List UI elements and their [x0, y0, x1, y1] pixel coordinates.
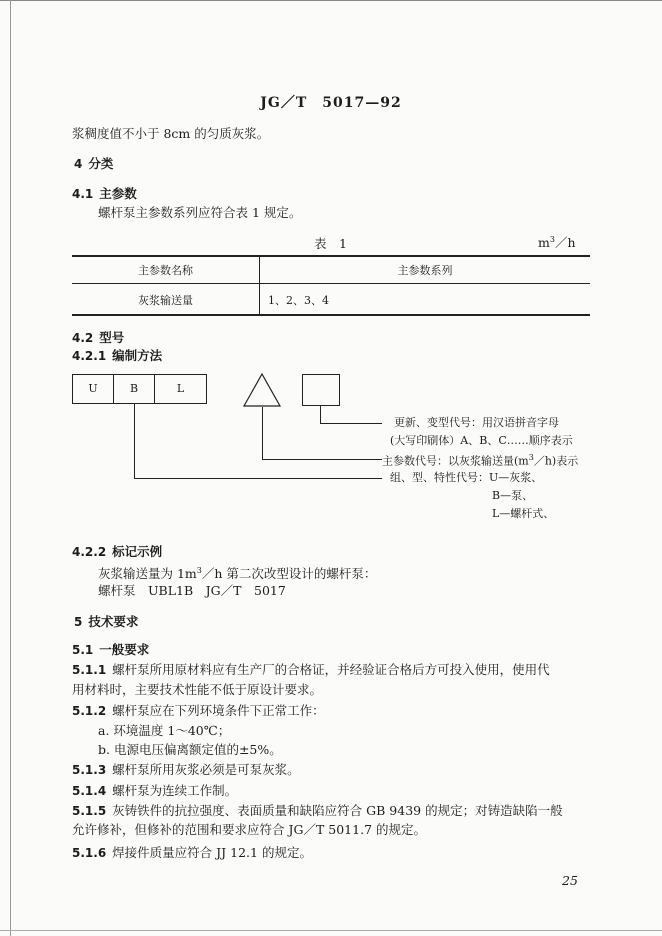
section-5-1-3: 5.1.3 螺杆泵所用灰浆必须是可泵灰浆。 [72, 762, 300, 777]
code-box-u: U [72, 374, 114, 404]
connector-variant-horizontal [320, 423, 382, 424]
section-4-2-1-heading: 4.2.1 编制方法 [72, 348, 163, 363]
table-1-header-series: 主参数系列 [397, 264, 453, 277]
variant-code-desc-2: (大写印刷体）A、B、C……顺序表示 [390, 434, 573, 447]
group-code-desc: 组、型、特性代号：U—灰浆、 [390, 471, 543, 484]
section-4-2-2-body: 灰浆输送量为 $1m^3/h$ 第二次改型设计的螺杆泵： [98, 566, 377, 582]
section-5-heading: 5 技术要求 [74, 614, 139, 629]
section-5-1-5-line-1: 5.1.5 灰铸铁件的抗拉强度、表面质量和缺陷应符合 GB 9439 的规定；对铸造缺陷一般 [72, 803, 563, 818]
section-4-2-heading: 4.2 型号 [72, 330, 125, 345]
connector-param-horizontal [262, 459, 382, 460]
section-5-1-2-item-a: a. 环境温度 1～40℃； [98, 723, 231, 738]
table-1-bottom-rule [72, 314, 590, 316]
section-5-1-heading: 5.1 一般要求 [72, 642, 150, 657]
continuation-line: 浆稠度值不小于 8cm 的匀质灰浆。 [72, 126, 270, 141]
connector-group-horizontal [134, 478, 382, 479]
section-5-1-2-item-b: b. 电源电压偏离额定值的±5%。 [98, 742, 282, 757]
page-number: 25 [562, 873, 578, 888]
main-parameter-desc: 主参数代号：以灰浆输送量$(m^3/h)$表示 [382, 453, 579, 468]
section-4-1-heading: 4.1 主参数 [72, 186, 137, 201]
table-1-mid-rule [72, 283, 590, 284]
section-5-1-4: 5.1.4 螺杆泵为连续工作制。 [72, 783, 238, 798]
section-5-1-1-line-2: 用材料时，主要技术性能不低于原设计要求。 [72, 682, 323, 697]
main-parameter-triangle [242, 372, 282, 408]
table-1-unit: $m^3/h$ [538, 235, 576, 251]
table-1-cell-series: 1、2、3、4 [268, 294, 329, 307]
connector-param-vertical [262, 407, 263, 459]
section-4-1-body: 螺杆泵主参数系列应符合表 1 规定。 [98, 205, 302, 220]
scan-edge-top [0, 0, 662, 1]
group-code-desc-l: L—螺杆式、 [492, 507, 555, 520]
section-4-2-2-heading: 4.2.2 标记示例 [72, 544, 163, 559]
connector-group-vertical [134, 403, 135, 478]
table-1-top-rule [72, 255, 590, 257]
scan-edge-left [10, 0, 11, 936]
section-5-1-1-line-1: 5.1.1 螺杆泵所用原材料应有生产厂的合格证，并经验证合格后方可投入使用，使用代 [72, 662, 550, 677]
section-5-1-6: 5.1.6 焊接件质量应符合 JJ 12.1 的规定。 [72, 845, 312, 860]
group-code-desc-b: B—泵、 [492, 489, 534, 502]
variant-code-box [302, 374, 340, 406]
section-5-1-2: 5.1.2 螺杆泵应在下列环境条件下正常工作： [72, 703, 325, 718]
variant-code-desc-1: 更新、变型代号：用汉语拼音字母 [394, 416, 559, 429]
code-box-b: B [113, 374, 155, 404]
table-1-header-name: 主参数名称 [138, 264, 193, 277]
scan-edge-bottom [0, 930, 662, 931]
section-5-1-5-line-2: 允许修补，但修补的范围和要求应符合 JG／T 5011.7 的规定。 [72, 822, 426, 837]
marking-example: 螺杆泵 UBL1B JG／T 5017 [98, 583, 286, 598]
section-4-heading: 4 分类 [74, 156, 114, 171]
page-header: JG／T 5017—92 [260, 95, 402, 111]
table-1-cell-name: 灰浆输送量 [138, 294, 193, 307]
table-1-title: 表 1 [314, 236, 347, 251]
connector-variant-vertical [320, 405, 321, 423]
code-box-l: L [154, 374, 207, 404]
